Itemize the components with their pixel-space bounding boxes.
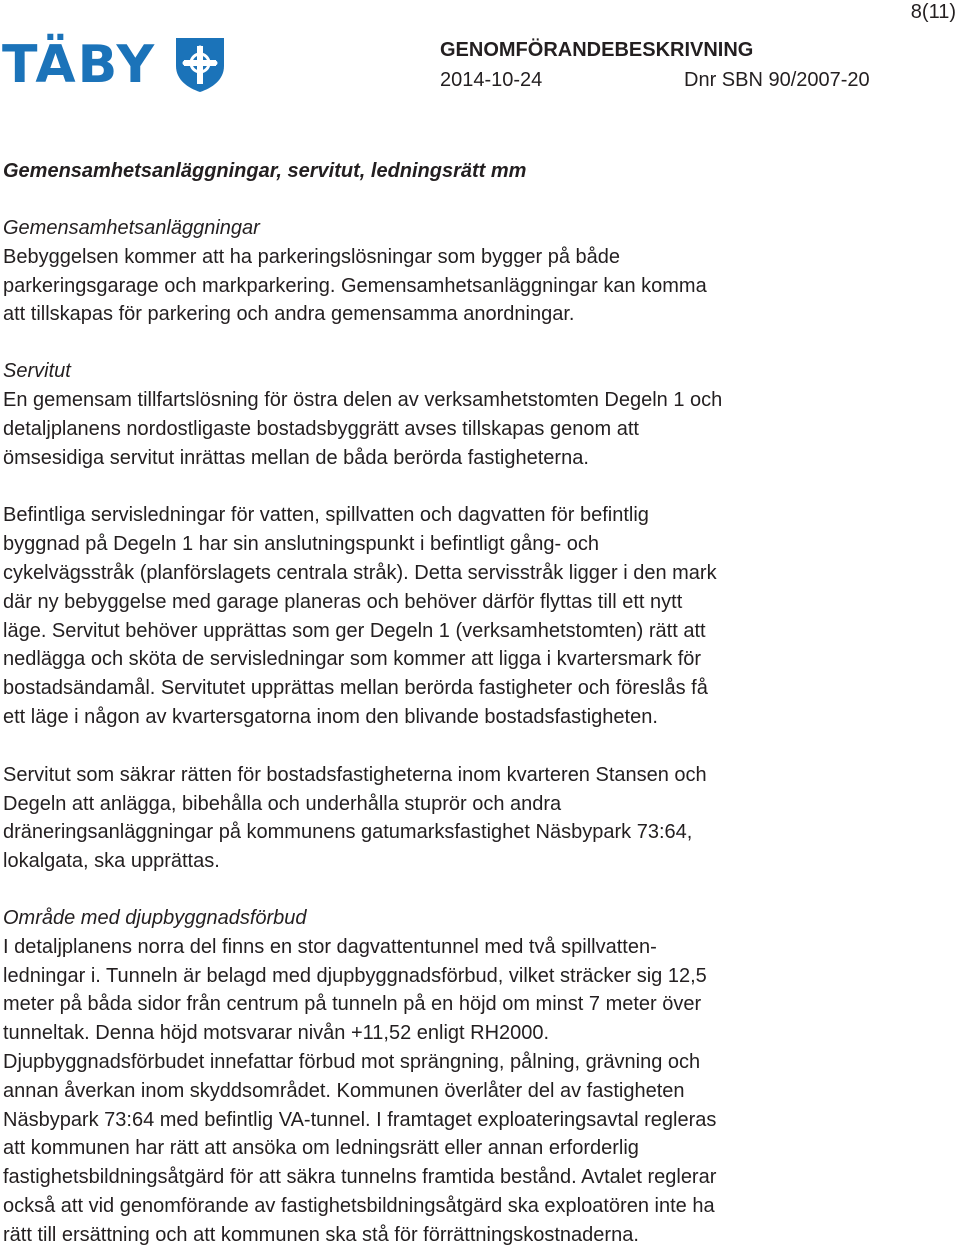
subheading-djupbyggnadsforbud: Område med djupbyggnadsförbud [3, 906, 307, 929]
paragraph-djupbyggnadsforbud [3, 933, 953, 1250]
text-line: att tillskapas för parkering och andra gemensamma anordningar. [3, 303, 575, 326]
subheading-servitut: Servitut [3, 360, 71, 383]
text-line: cykelvägsstråk (planförslagets centrala stråk). Detta servisstråk ligger i den mark [3, 561, 717, 584]
text-line: bostadsändamål. Servitutet upprättas mellan berörda fastigheter och föreslås få [3, 677, 708, 700]
text-line: Servitut som säkrar rätten för bostadsfastigheterna inom kvarteren Stansen och [3, 763, 707, 786]
text-line: ömsesidiga servitut inrättas mellan de båda berörda fastigheterna. [3, 446, 589, 469]
subheading-gemensamhetsanlaggningar: Gemensamhetsanläggningar [3, 217, 260, 239]
text-line: tunneltak. Denna höjd motsvarar nivån +11,52 enligt RH2000. [3, 1022, 550, 1045]
paragraph-gemensamhet [3, 243, 953, 329]
text-line: Djupbyggnadsförbudet innefattar förbud mot sprängning, pålning, grävning och [3, 1050, 701, 1073]
text-line: meter på båda sidor från centrum på tunneln på en höjd om minst 7 meter över [3, 993, 702, 1016]
document-dnr: Dnr SBN 90/2007-20 [684, 69, 870, 91]
text-line: detaljplanens nordostligaste bostadsbyggrätt avses tillskapas genom att [3, 417, 639, 440]
shield-cross-icon [174, 36, 226, 94]
text-line: nedlägga och sköta de servisledningar som kommer att ligga i kvartersmark för [3, 648, 702, 671]
document-date: 2014-10-24 [440, 69, 543, 91]
text-line: Bebyggelsen kommer att ha parkeringslösningar som bygger på både [3, 245, 621, 268]
paragraph-servitut-3 [3, 761, 953, 876]
text-line: där ny bebyggelse med garage planeras och behöver därför flyttas till ett nytt [3, 590, 683, 613]
taby-logo [2, 36, 226, 94]
logo-wordmark: TÄBY [2, 35, 157, 95]
page-number: 8(11) [910, 1, 956, 23]
text-line: dräneringsanläggningar på kommunens gatumarksfastighet Näsbypark 73:64, [3, 821, 693, 844]
section-heading: Gemensamhetsanläggningar, servitut, ledningsrätt mm [3, 160, 527, 182]
text-line: ledningar i. Tunneln är belagd med djupbyggnadsförbud, vilket sträcker sig 12,5 [3, 964, 707, 987]
text-line: lokalgata, ska upprättas. [3, 850, 220, 873]
text-line: parkeringsgarage och markparkering. Gemensamhetsanläggningar kan komma [3, 274, 707, 297]
paragraph-servitut-1 [3, 386, 953, 472]
text-line: En gemensam tillfartslösning för östra delen av verksamhetstomten Degeln 1 och [3, 388, 723, 411]
text-line: fastighetsbildningsåtgärd för att säkra tunnelns framtida bestånd. Avtalet reglerar [3, 1166, 717, 1189]
text-line: byggnad på Degeln 1 har sin anslutningspunkt i befintligt gång- och [3, 533, 599, 556]
text-line: annan åverkan inom skyddsområdet. Kommunen överlåter del av fastigheten [3, 1079, 685, 1102]
text-line: ett läge i någon av kvartersgatorna inom den blivande bostadsfastigheten. [3, 705, 658, 728]
text-line: läge. Servitut behöver upprättas som ger Degeln 1 (verksamhetstomten) rätt att [3, 619, 706, 642]
paragraph-servitut-2 [3, 501, 953, 731]
text-line: att kommunen har rätt att ansöka om ledningsrätt eller annan erforderlig [3, 1137, 639, 1160]
text-line: också att vid genomförande av fastighetsbildningsåtgärd ska exploatören inte ha [3, 1194, 715, 1217]
text-line: rätt till ersättning och att kommunen ska stå för förrättningskostnaderna. [3, 1223, 639, 1246]
text-line: Degeln att anlägga, bibehålla och underhålla stuprör och andra [3, 792, 562, 815]
document-title: GENOMFÖRANDEBESKRIVNING [440, 39, 754, 61]
document-body [3, 157, 953, 1250]
text-line: Befintliga servisledningar för vatten, spillvatten och dagvatten för befintlig [3, 504, 649, 527]
text-line: I detaljplanens norra del finns en stor dagvattentunnel med två spillvatten- [3, 935, 657, 958]
text-line: Näsbypark 73:64 med befintlig VA-tunnel. I framtaget exploateringsavtal regleras [3, 1108, 717, 1131]
